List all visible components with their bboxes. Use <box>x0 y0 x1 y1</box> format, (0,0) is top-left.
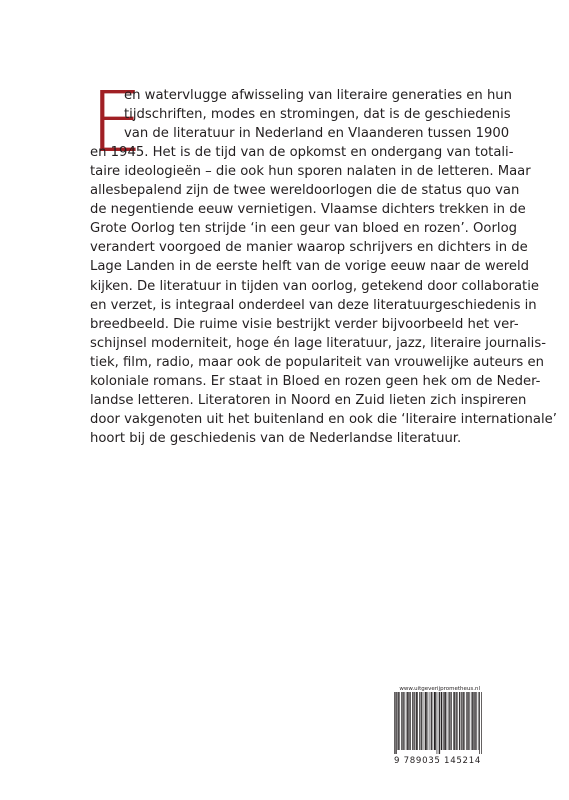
barcode-bar <box>474 692 475 750</box>
barcode-bar <box>446 692 447 750</box>
barcode-bar <box>448 692 449 750</box>
barcode-bar <box>409 692 410 750</box>
text-line: en watervlugge afwisseling van literaire generaties en hun <box>124 88 513 103</box>
barcode-bar <box>449 692 450 750</box>
barcode-bar <box>413 692 414 750</box>
barcode-bar <box>419 692 420 750</box>
barcode-bar <box>399 692 400 750</box>
barcode-bar <box>412 692 413 750</box>
text-line: hoort bij de geschiedenis van de Nederlandse literatuur. <box>90 430 462 446</box>
text-line: koloniale romans. Er staat in Bloed en rozen geen hek om de Neder- <box>90 373 541 389</box>
barcode-bar <box>462 692 463 750</box>
barcode-bar <box>430 692 431 750</box>
barcode-bar <box>461 692 462 750</box>
barcode-bar <box>407 692 408 750</box>
barcode-bar <box>394 692 395 754</box>
text-line: en 1945. Het is de tijd van de opkomst en ondergang van totali- <box>90 145 514 161</box>
text-line: breedbeeld. Die ruime visie bestrijkt verder bijvoorbeeld het ver- <box>90 316 519 332</box>
barcode-bar <box>435 692 436 750</box>
barcode-bar <box>459 692 460 750</box>
barcode-bar <box>403 692 404 750</box>
barcode-bar <box>397 692 398 750</box>
barcode-bar <box>407 692 408 750</box>
barcode-bar <box>402 692 403 750</box>
barcode-bar <box>472 692 473 750</box>
barcode-bar <box>456 692 457 750</box>
text-line: tiek, film, radio, maar ook de populariteit van vrouwelijke auteurs en <box>90 354 544 370</box>
barcode-bar <box>404 692 405 750</box>
text-line: taire ideologieën – die ook hun sporen nalaten in de letteren. Maar <box>90 164 531 180</box>
barcode-bar <box>431 692 432 750</box>
barcode-bar <box>454 692 455 750</box>
barcode-bar <box>425 692 426 750</box>
barcode-bar <box>432 692 433 750</box>
barcode-bar <box>463 692 464 750</box>
barcode-bar <box>464 692 465 750</box>
text-line: kijken. De literatuur in tijden van oorlog, getekend door collaboratie <box>90 278 539 294</box>
barcode-bar <box>395 692 396 754</box>
barcode-bar <box>472 692 473 750</box>
text-line: en verzet, is integraal onderdeel van deze literatuurgeschiedenis in <box>90 297 537 313</box>
barcode-bar <box>414 692 415 750</box>
text-line: Lage Landen in de eerste helft van de vorige eeuw naar de wereld <box>90 259 530 275</box>
text-line: van de literatuur in Nederland en Vlaanderen tussen 1900 <box>124 126 510 142</box>
barcode-bar <box>428 692 429 750</box>
barcode-bar <box>417 692 418 750</box>
barcode-bar <box>421 692 422 750</box>
barcode-bar <box>439 692 440 754</box>
barcode-bar <box>416 692 417 750</box>
text-line: allesbepalend zijn de twee wereldoorlogen die de status quo van <box>90 183 520 199</box>
barcode-bar <box>425 692 426 750</box>
barcode-bar <box>401 692 402 750</box>
barcode-bar <box>435 692 436 750</box>
barcode-bar <box>421 692 422 750</box>
barcode-bar <box>467 692 468 750</box>
barcode-bar <box>481 692 482 754</box>
barcode-bar <box>457 692 458 750</box>
barcode-bar <box>468 692 469 750</box>
barcode-bar <box>479 692 480 750</box>
barcode-bar <box>479 692 480 754</box>
barcode-bar <box>443 692 444 750</box>
barcode-bar <box>441 692 442 750</box>
barcode-bar <box>426 692 427 750</box>
barcode-bar <box>444 692 445 750</box>
text-line: landse letteren. Literatoren in Noord en Zuid lieten zich inspireren <box>90 392 527 408</box>
barcode-bar <box>408 692 409 750</box>
barcode-bar <box>453 692 454 750</box>
barcode-bar <box>398 692 399 750</box>
barcode-bar <box>473 692 474 750</box>
barcode-bar <box>450 692 451 750</box>
barcode-bar <box>441 692 442 750</box>
barcode-bar <box>410 692 411 750</box>
barcode-bar <box>451 692 452 750</box>
drop-cap: E <box>90 73 144 171</box>
isbn-number: 9 789035 145214 <box>394 756 482 766</box>
barcode-bar <box>466 692 467 750</box>
barcode-bar <box>475 692 476 750</box>
text-line: schijnsel moderniteit, hoge én lage literatuur, jazz, literaire journalis- <box>90 335 546 351</box>
barcode-bar <box>445 692 446 750</box>
text-line: de negentiende eeuw vernietigen. Vlaamse dichters trekken in de <box>90 202 526 218</box>
text-line: Grote Oorlog ten strijde ‘in een geur van bloed en rozen’. Oorlog <box>90 221 518 237</box>
barcode-image <box>394 692 482 754</box>
barcode-bar <box>476 692 477 750</box>
barcode-bar <box>434 692 435 750</box>
barcode-bar <box>396 692 397 754</box>
text-line: verandert voorgoed de manier waarop schrijvers en dichters in de <box>90 240 528 256</box>
barcode-bar <box>439 692 440 754</box>
publisher-url: www.uitgeverijprometheus.nl <box>399 686 480 692</box>
barcode-bar <box>455 692 456 750</box>
barcode-bar <box>437 692 438 754</box>
text-line: door vakgenoten uit het buitenland en ook die ‘literaire internationale’ <box>90 411 557 427</box>
barcode-bar <box>460 692 461 750</box>
barcode-bar <box>423 692 424 750</box>
text-line: tijdschriften, modes en stromingen, dat is de geschiedenis <box>124 107 511 123</box>
barcode-bar <box>416 692 417 750</box>
barcode-bar <box>469 692 470 750</box>
